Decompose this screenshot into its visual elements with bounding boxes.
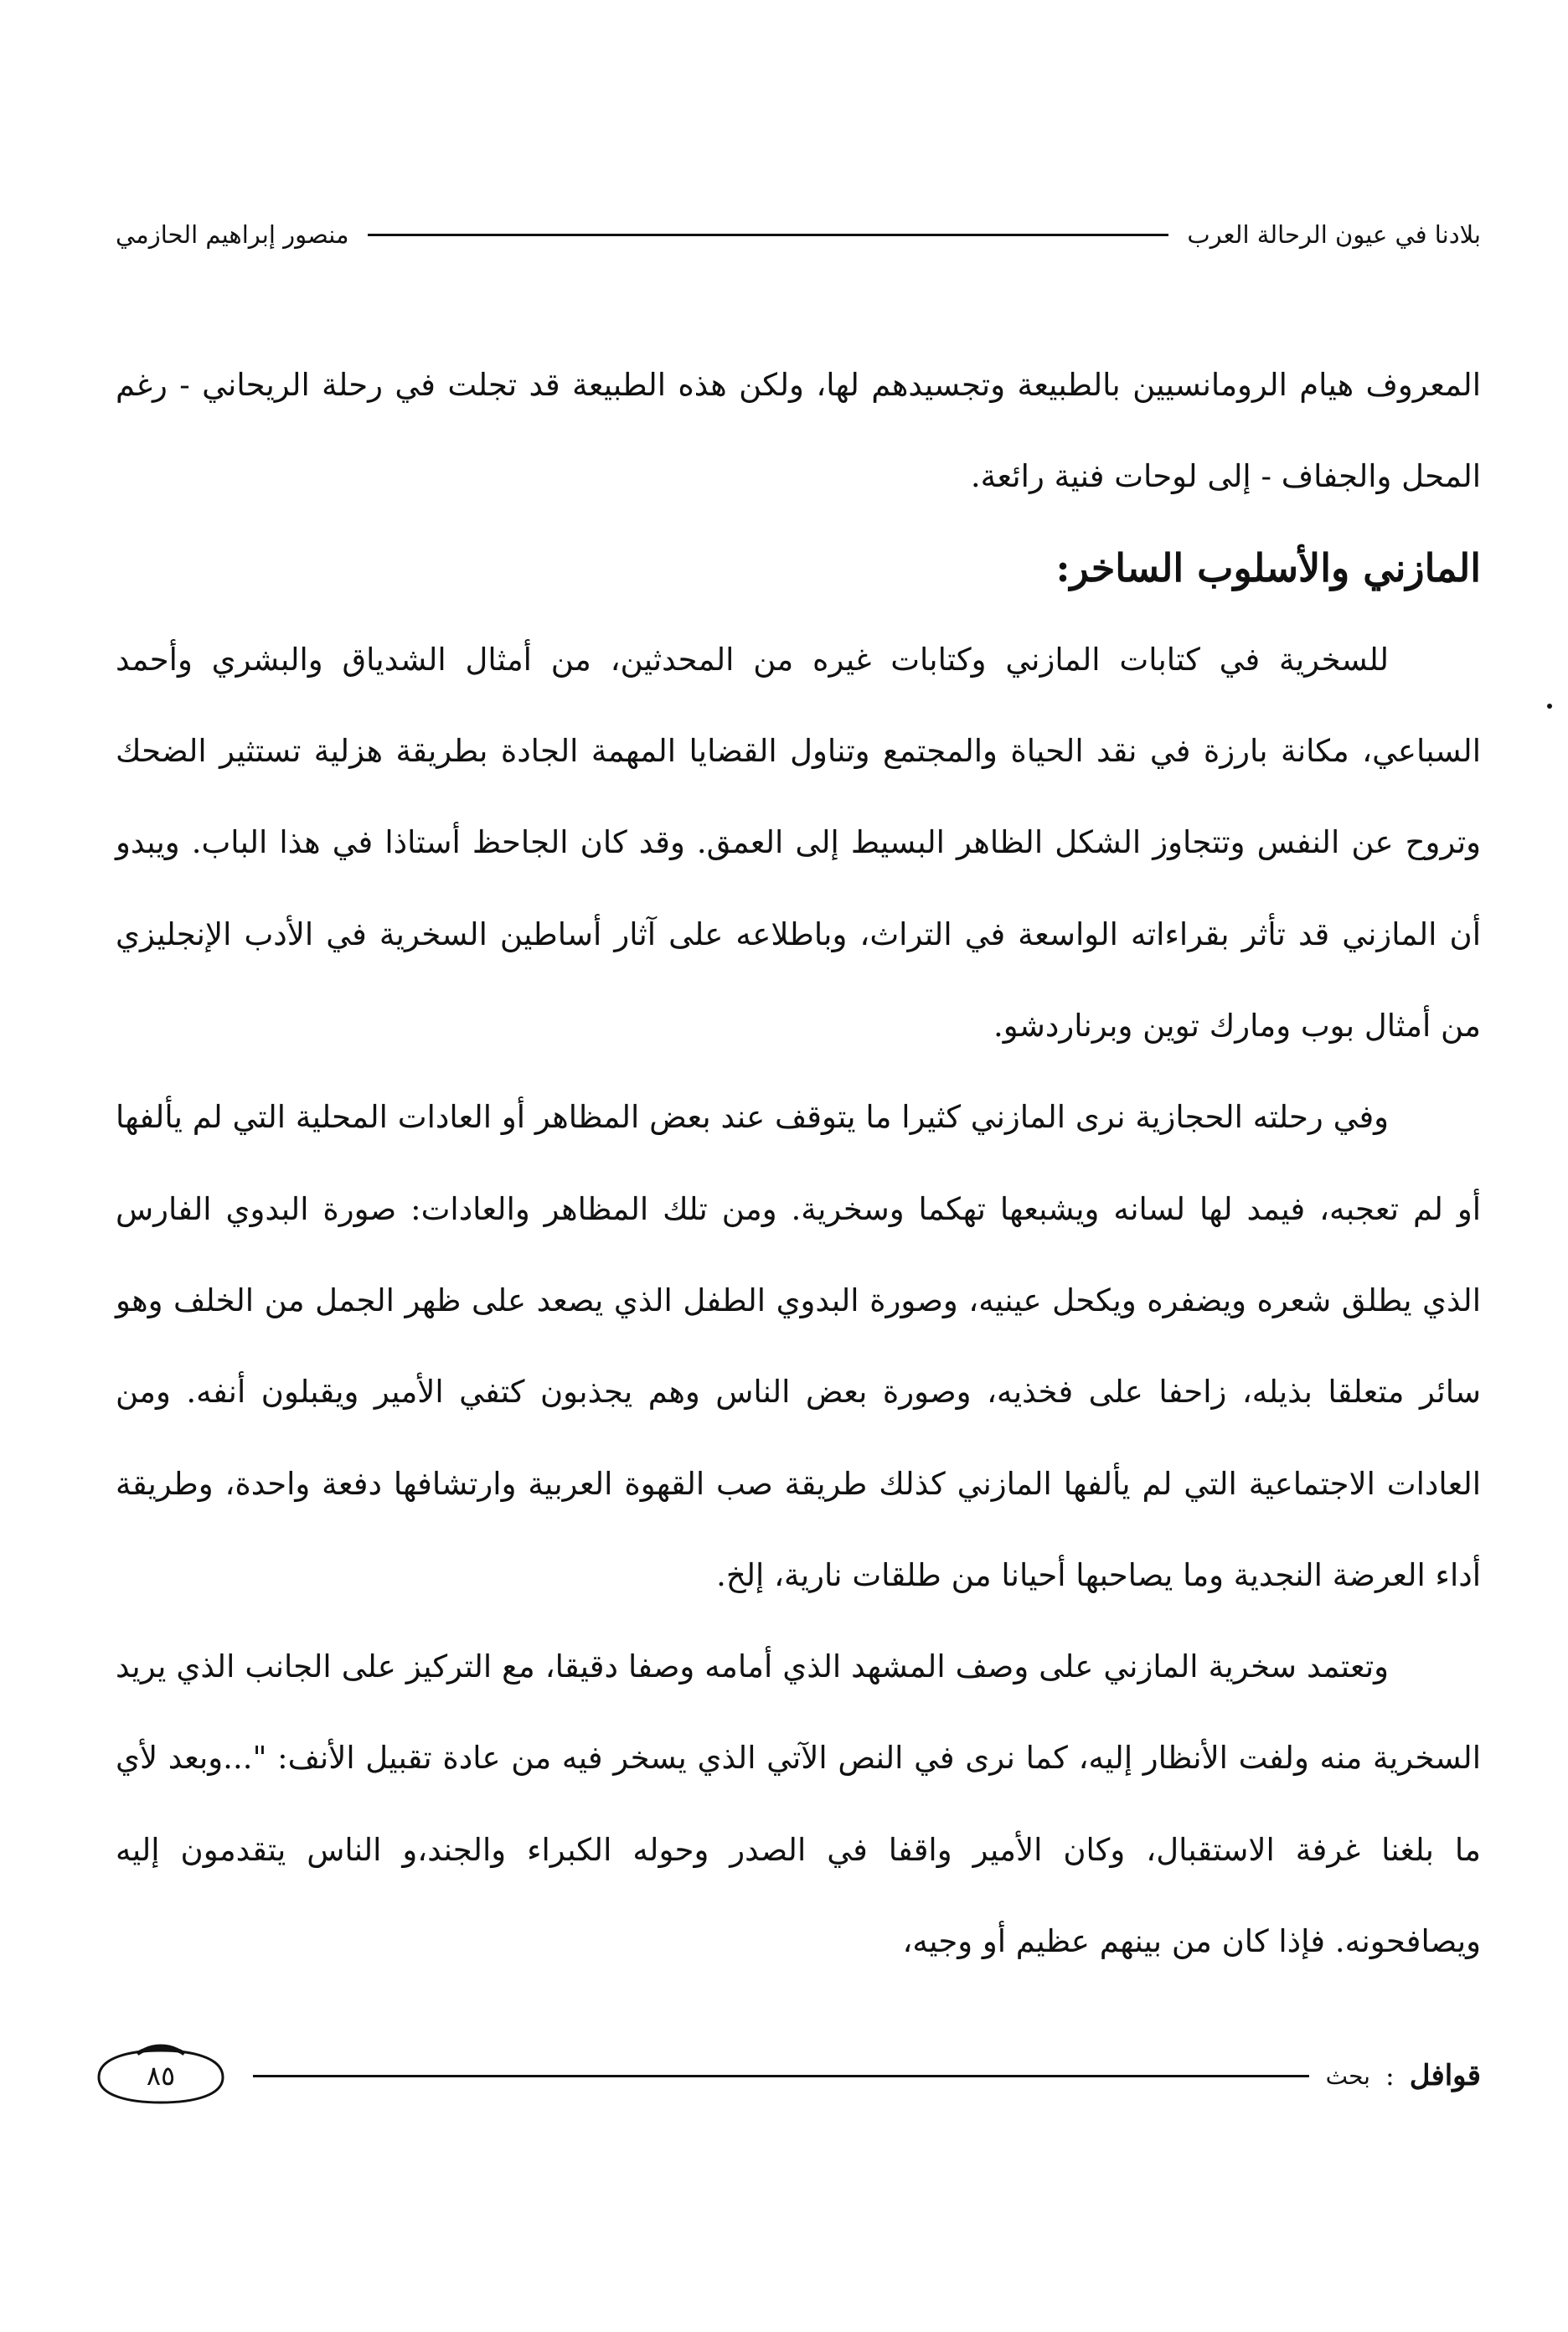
book-title: بلادنا في عيون الرحالة العرب <box>1187 219 1481 249</box>
body-text <box>116 339 1481 1987</box>
paragraph: وفي رحلته الحجازية نرى المازني كثيرا ما يتوقف عند بعض المظاهر أو العادات المحلية التي لم يألفها أو لم تعجبه، فيمد لها لسانه ويشبعها تهكما وسخرية. ومن تلك المظاهر والعادات: صورة البدوي الفارس الذي يطلق شعره ويضفره ويكحل عينيه، وصورة البدوي الطفل الذي يصعد على ظهر الجمل من الخلف وهو سائر متعلقا بذيله، زاحفا على فخذيه، وصورة بعض الناس وهم يجذبون كتفي الأمير ويقبلون أنفه. ومن العادات الاجتماعية التي لم يألفها المازني كذلك طريقة صب القهوة العربية وارتشافها دفعة واحدة، وطريقة أداء العرضة النجدية وما يصاحبها أحيانا من طلقات نارية، إلخ. <box>116 1099 1481 1593</box>
footer-separator: : <box>1385 2060 1395 2092</box>
footer-rule <box>253 2075 1309 2077</box>
section-label: بحث <box>1325 2061 1370 2090</box>
page-number: ٨٥ <box>146 2060 176 2092</box>
header-rule <box>368 234 1169 236</box>
journal-name: قوافل <box>1409 2059 1481 2092</box>
scan-speck <box>1547 704 1552 709</box>
page-footer <box>89 2042 1481 2109</box>
page-number-badge <box>89 2042 233 2109</box>
section-heading: المازني والأسلوب الساخر: <box>1055 544 1481 591</box>
paragraph: وتعتمد سخرية المازني على وصف المشهد الذي أمامه وصفا دقيقا، مع التركيز على الجانب الذي يريد السخرية منه ولفت الأنظار إليه، كما نرى في النص الآتي الذي يسخر فيه من عادة تقبيل الأنف: "...وبعد لأي ما بلغنا غرفة الاستقبال، وكان الأمير واقفا في الصدر وحوله الكبراء والجند،و الناس يتقدمون إليه ويصافحونه. فإذا كان من بينهم عظيم أو وجيه، <box>116 1648 1481 1960</box>
running-header <box>116 214 1481 255</box>
paragraph: للسخرية في كتابات المازني وكتابات غيره من المحدثين، من أمثال الشدياق والبشري وأحمد السباعي، مكانة بارزة في نقد الحياة والمجتمع وتناول القضايا المهمة الجادة بطريقة هزلية تستثير الضحك وتروح عن النفس وتتجاوز الشكل الظاهر البسيط إلى العمق. وقد كان الجاحظ أستاذا في هذا الباب. ويبدو أن المازني قد تأثر بقراءاته الواسعة في التراث، وباطلاعه على آثار أساطين السخرية في الأدب الإنجليزي من أمثال بوب ومارك توين وبرناردشو. <box>116 641 1481 1045</box>
author-name: منصور إبراهيم الحازمي <box>116 219 349 249</box>
paragraph: المعروف هيام الرومانسيين بالطبيعة وتجسيدهم لها، ولكن هذه الطبيعة قد تجلت في رحلة الريحاني - رغم المحل والجفاف - إلى لوحات فنية رائعة. <box>116 367 1481 495</box>
